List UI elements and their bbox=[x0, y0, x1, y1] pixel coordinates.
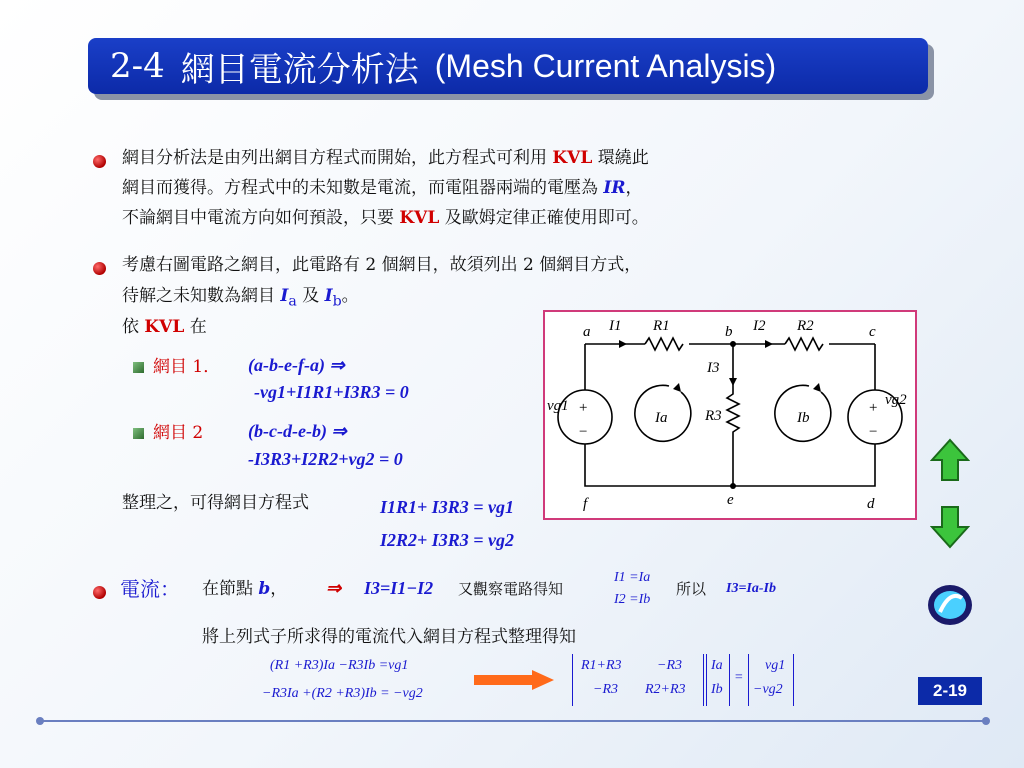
para2-line3: 依 KVL 在 bbox=[122, 317, 207, 337]
para1-line2: 網目而獲得。方程式中的未知數是電流，而電阻器兩端的電壓為 IR， bbox=[122, 178, 643, 198]
resistor-r1 bbox=[645, 338, 683, 350]
label-ia: Ia bbox=[655, 410, 668, 426]
label-r1: R1 bbox=[653, 318, 670, 334]
result-equation: I3=Ia-Ib bbox=[726, 581, 776, 596]
next-slide-button[interactable] bbox=[930, 505, 970, 549]
label-i2: I2 bbox=[753, 318, 766, 334]
final-row1: (R1 +R3)Ia −R3Ib =vg1 bbox=[270, 658, 409, 673]
unknown-vector: Ia Ib bbox=[706, 654, 730, 706]
label-i1: I1 bbox=[609, 318, 622, 334]
title-bar bbox=[88, 38, 928, 94]
label-ib: Ib bbox=[797, 410, 810, 426]
para2-line2: 待解之未知數為網目 $I_a$ 及 $I_b$。 bbox=[122, 286, 359, 310]
square-bullet-icon bbox=[133, 428, 144, 439]
implies-arrow: ⇒ bbox=[326, 578, 342, 598]
node-label-f: f bbox=[583, 496, 588, 512]
so-text: 所以 bbox=[676, 580, 707, 598]
minus-sign: − bbox=[869, 424, 878, 440]
node-label-a: a bbox=[583, 324, 591, 340]
right-arrow-icon bbox=[474, 670, 554, 690]
relation-row2: I2 =Ib bbox=[614, 592, 651, 607]
label-r2: R2 bbox=[797, 318, 814, 334]
mesh1-equation: -vg1+I1R1+I3R3 = 0 bbox=[254, 382, 409, 402]
title-number: 2-4 bbox=[110, 46, 165, 86]
return-button[interactable] bbox=[926, 582, 974, 628]
arrow-up-icon bbox=[930, 438, 970, 482]
source-vector: vg1 −vg2 bbox=[748, 654, 794, 706]
coefficient-matrix: R1+R3 −R3 −R3 R2+R3 bbox=[572, 654, 704, 706]
circuit-diagram bbox=[543, 310, 917, 520]
arrange-eq2: I2R2+ I3R3 = vg2 bbox=[380, 530, 515, 550]
page-number: 2-19 bbox=[918, 677, 982, 705]
para1-line1: 網目分析法是由列出網目方程式而開始，此方程式可利用 KVL 環繞此 bbox=[122, 148, 649, 168]
substitute-text: 將上列式子所求得的電流代入網目方程式整理得知 bbox=[202, 627, 576, 647]
square-bullet-icon bbox=[133, 362, 144, 373]
footer-dot bbox=[36, 717, 44, 725]
minus-sign: − bbox=[579, 424, 588, 440]
matrix-equals: = bbox=[734, 670, 744, 685]
relation-row1: I1 =Ia bbox=[614, 570, 651, 585]
label-i3: I3 bbox=[707, 360, 720, 376]
mesh1-path: (a-b-e-f-a) ⇒ bbox=[248, 355, 345, 375]
current-node-text: 在節點 b， bbox=[202, 579, 288, 599]
title-zh: 網目電流分析法 bbox=[180, 49, 419, 90]
bullet-icon bbox=[93, 262, 106, 275]
title-en: (Mesh Current Analysis) bbox=[434, 47, 777, 84]
bullet-icon bbox=[93, 586, 106, 599]
arrow-i1 bbox=[619, 340, 627, 348]
node-label-c: c bbox=[869, 324, 876, 340]
resistor-r2 bbox=[785, 338, 823, 350]
node-label-d: d bbox=[867, 496, 875, 512]
label-vg1: vg1 bbox=[547, 398, 569, 414]
mesh1-label: 網目 1． bbox=[153, 357, 221, 377]
mesh2-label: 網目 2 bbox=[153, 423, 204, 443]
para1-line3: 不論網目中電流方向如何預設，只要 KVL 及歐姆定律正確使用即可。 bbox=[122, 208, 649, 228]
label-vg2: vg2 bbox=[885, 392, 907, 408]
para2-line1: 考慮右圖電路之網目，此電路有 2 個網目，故須列出 2 個網目方式， bbox=[122, 255, 642, 275]
arrow-i3 bbox=[729, 378, 737, 386]
arrowhead bbox=[813, 383, 821, 392]
arrow-i2 bbox=[765, 340, 773, 348]
circuit-svg bbox=[545, 312, 915, 518]
arrange-label: 整理之，可得網目方程式 bbox=[122, 493, 309, 513]
arrow-down-icon bbox=[930, 505, 970, 549]
label-r3: R3 bbox=[705, 408, 722, 424]
arrowhead bbox=[673, 383, 681, 392]
final-row2: −R3Ia +(R2 +R3)Ib = −vg2 bbox=[262, 686, 423, 701]
plus-sign: + bbox=[869, 400, 878, 416]
footer-line bbox=[40, 720, 986, 722]
node-label-b: b bbox=[725, 324, 733, 340]
bullet-icon bbox=[93, 155, 106, 168]
plus-sign: + bbox=[579, 400, 588, 416]
mesh2-equation: -I3R3+I2R2+vg2 = 0 bbox=[248, 449, 403, 469]
node-b-dot bbox=[730, 341, 736, 347]
resistor-r3 bbox=[727, 344, 739, 486]
previous-slide-button[interactable] bbox=[930, 438, 970, 482]
node-e-dot bbox=[730, 483, 736, 489]
footer-dot bbox=[982, 717, 990, 725]
observe-text: 又觀察電路得知 bbox=[458, 580, 564, 598]
node-label-e: e bbox=[727, 492, 734, 508]
arrange-eq1: I1R1+ I3R3 = vg1 bbox=[380, 497, 515, 517]
kcl-equation: I3=I1−I2 bbox=[364, 578, 434, 598]
current-label: 電流： bbox=[120, 577, 180, 601]
return-icon bbox=[926, 582, 974, 628]
mesh2-path: (b-c-d-e-b) ⇒ bbox=[248, 421, 347, 441]
